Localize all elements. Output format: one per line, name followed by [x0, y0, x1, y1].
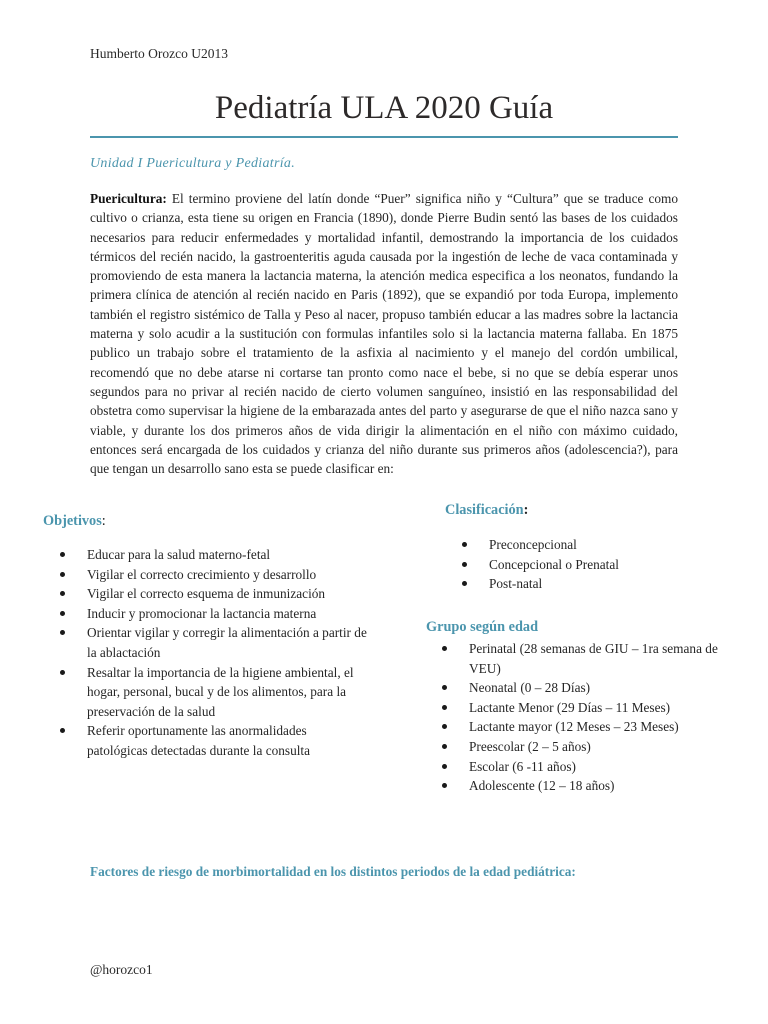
- objetivos-list: [60, 545, 370, 761]
- list-item: Concepcional o Prenatal: [462, 555, 742, 575]
- objetivos-heading: [43, 513, 106, 530]
- grupo-edad-heading: Grupo según edad: [426, 619, 539, 635]
- list-item: Inducir y promocionar la lactancia materna: [60, 604, 370, 624]
- clasificacion-heading-punct: :: [523, 502, 529, 518]
- list-item: Preescolar (2 – 5 años): [442, 737, 732, 757]
- list-item: Escolar (6 -11 años): [442, 757, 732, 777]
- objetivos-heading-label: Objetivos: [43, 513, 102, 529]
- list-item: Referir oportunamente las anormalidades patológicas detectadas durante la consulta: [60, 721, 370, 760]
- header-author: Humberto Orozco U2013: [90, 46, 228, 61]
- list-item: Vigilar el correcto esquema de inmunización: [60, 584, 370, 604]
- list-item: Lactante Menor (29 Días – 11 Meses): [442, 698, 732, 718]
- objetivos-heading-punct: :: [101, 513, 106, 529]
- list-item: Neonatal (0 – 28 Días): [442, 678, 732, 698]
- title-underline: [90, 136, 678, 138]
- list-item: Post-natal: [462, 574, 742, 594]
- page-title: Pediatría ULA 2020 Guía: [214, 90, 554, 126]
- grupo-edad-list: [442, 639, 732, 796]
- intro-paragraph: [90, 189, 678, 478]
- list-item: Preconcepcional: [462, 535, 742, 555]
- footer-handle: @horozco1: [90, 962, 153, 977]
- intro-term: Puericultura:: [90, 191, 167, 206]
- list-item: Vigilar el correcto crecimiento y desarrollo: [60, 565, 370, 585]
- list-item: Lactante mayor (12 Meses – 23 Meses): [442, 717, 732, 737]
- unit-heading: Unidad I Puericultura y Pediatría.: [90, 156, 296, 171]
- list-item: Perinatal (28 semanas de GIU – 1ra semana de VEU): [442, 639, 732, 678]
- clasificacion-heading-label: Clasificación: [445, 502, 524, 518]
- list-item: Adolescente (12 – 18 años): [442, 776, 732, 796]
- intro-text: El termino proviene del latín donde “Puer” significa niño y “Cultura” que se traduce como cultivo o crianza, esta tiene su origen en Francia (1890), donde Pierre Budin sentó las bases de los cuidados necesarios para reducir enfermedades y mortalidad infantil, demostrando la importancia de los cuidados térmicos del recién nacido, la gastroenteritis aguda causada por la ingestión de leche de vaca contaminada y promoviendo de esta manera la lactancia materna, la atención medica especifica a los neonatos, fundando la primera clínica de atención al recién nacido en Paris (1892), que se expandió por toda Europa, implemento también el registro sistémico de Talla y Peso al nacer, propuso también educar a las madres sobre la lactancia materna y solo acudir a la sustitución con formulas infantiles solo si la lactancia materna fallaba. En 1875 publico un trabajo sobre el tratamiento de la asfixia al nacimiento y el manejo del cordón umbilical, recomendó que no debe atarse ni cortarse tan pronto como nace el bebe, si no que se debía esperar unos segundos para no privar al recién nacido de cierto volumen sanguíneo, insistió en las responsabilidad del obstetra como supervisar la higiene de la embarazada antes del parto y asegurarse de que el niño nazca sano y viable, y durante los dos primeros años de vida dirigir la alimentación en el niño con máximo cuidado, entonces será encargada de los cuidados y crianza del niño durante sus primeros años (adolescencia?), para que tengan un desarrollo sano esta se puede clasificar en:: [90, 191, 678, 477]
- list-item: Resaltar la importancia de la higiene ambiental, el hogar, personal, bucal y de los alimentos, para la preservación de la salud: [60, 663, 370, 722]
- risk-factors-heading: Factores de riesgo de morbimortalidad en los distintos periodos de la edad pediátrica:: [90, 864, 576, 879]
- clasificacion-heading: [445, 502, 528, 519]
- clasificacion-list: [462, 535, 742, 594]
- list-item: Orientar vigilar y corregir la alimentación a partir de la ablactación: [60, 623, 370, 662]
- list-item: Educar para la salud materno-fetal: [60, 545, 370, 565]
